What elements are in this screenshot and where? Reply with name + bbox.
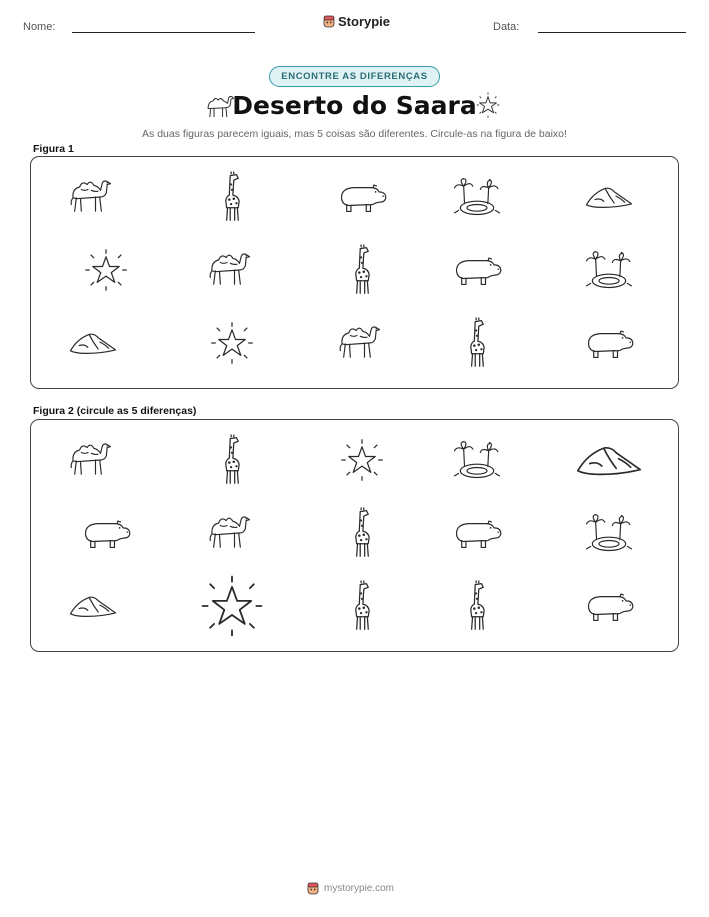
dune-icon[interactable] [573, 440, 645, 480]
hippo-icon [583, 326, 635, 360]
star-icon[interactable] [200, 574, 264, 638]
dune-icon[interactable] [67, 593, 119, 619]
giraffe-icon[interactable] [347, 581, 377, 631]
brand-logo [323, 14, 390, 29]
brand-name: Storypie [338, 14, 391, 29]
giraffe-icon[interactable] [462, 581, 492, 631]
camel-icon [68, 176, 118, 218]
name-label: Nome: [23, 21, 56, 33]
figure-1-label: Figura 1 [33, 143, 74, 155]
oasis-icon[interactable] [584, 511, 634, 555]
activity-badge: ENCONTRE AS DIFERENÇAS [269, 66, 440, 87]
giraffe-icon [217, 172, 247, 222]
dune-icon [583, 184, 635, 210]
dune-icon [67, 330, 119, 356]
star-icon[interactable] [340, 438, 384, 482]
giraffe-icon[interactable] [347, 508, 377, 558]
storypie-mascot-icon [323, 15, 335, 28]
hippo-icon[interactable] [583, 589, 635, 623]
instructions: As duas figuras parecem iguais, mas 5 coisas são diferentes. Circule-as na figura de baixo! [142, 128, 567, 140]
oasis-icon [452, 175, 502, 219]
oasis-icon [584, 248, 634, 292]
date-field-line[interactable] [538, 32, 686, 33]
giraffe-icon[interactable] [217, 435, 247, 485]
camel-icon [207, 249, 257, 291]
star-icon [84, 248, 128, 292]
footer-url: mystorypie.com [324, 883, 395, 894]
name-field-line[interactable] [72, 32, 255, 33]
footer [307, 882, 394, 895]
camel-icon[interactable] [68, 439, 118, 481]
date-label: Data: [493, 21, 520, 33]
camel-icon [337, 322, 387, 364]
hippo-icon[interactable] [80, 516, 132, 550]
figure-2-label: Figura 2 (circule as 5 diferenças) [33, 405, 197, 417]
giraffe-icon [462, 318, 492, 368]
giraffe-icon [347, 245, 377, 295]
storypie-mascot-icon [307, 882, 319, 895]
hippo-icon[interactable] [451, 516, 503, 550]
oasis-icon[interactable] [452, 438, 502, 482]
page-title: Deserto do Saara [232, 91, 477, 120]
hippo-icon [451, 253, 503, 287]
hippo-icon [336, 180, 388, 214]
camel-icon[interactable] [207, 512, 257, 554]
star-icon [210, 321, 254, 365]
sparkle-star-icon [474, 91, 502, 119]
